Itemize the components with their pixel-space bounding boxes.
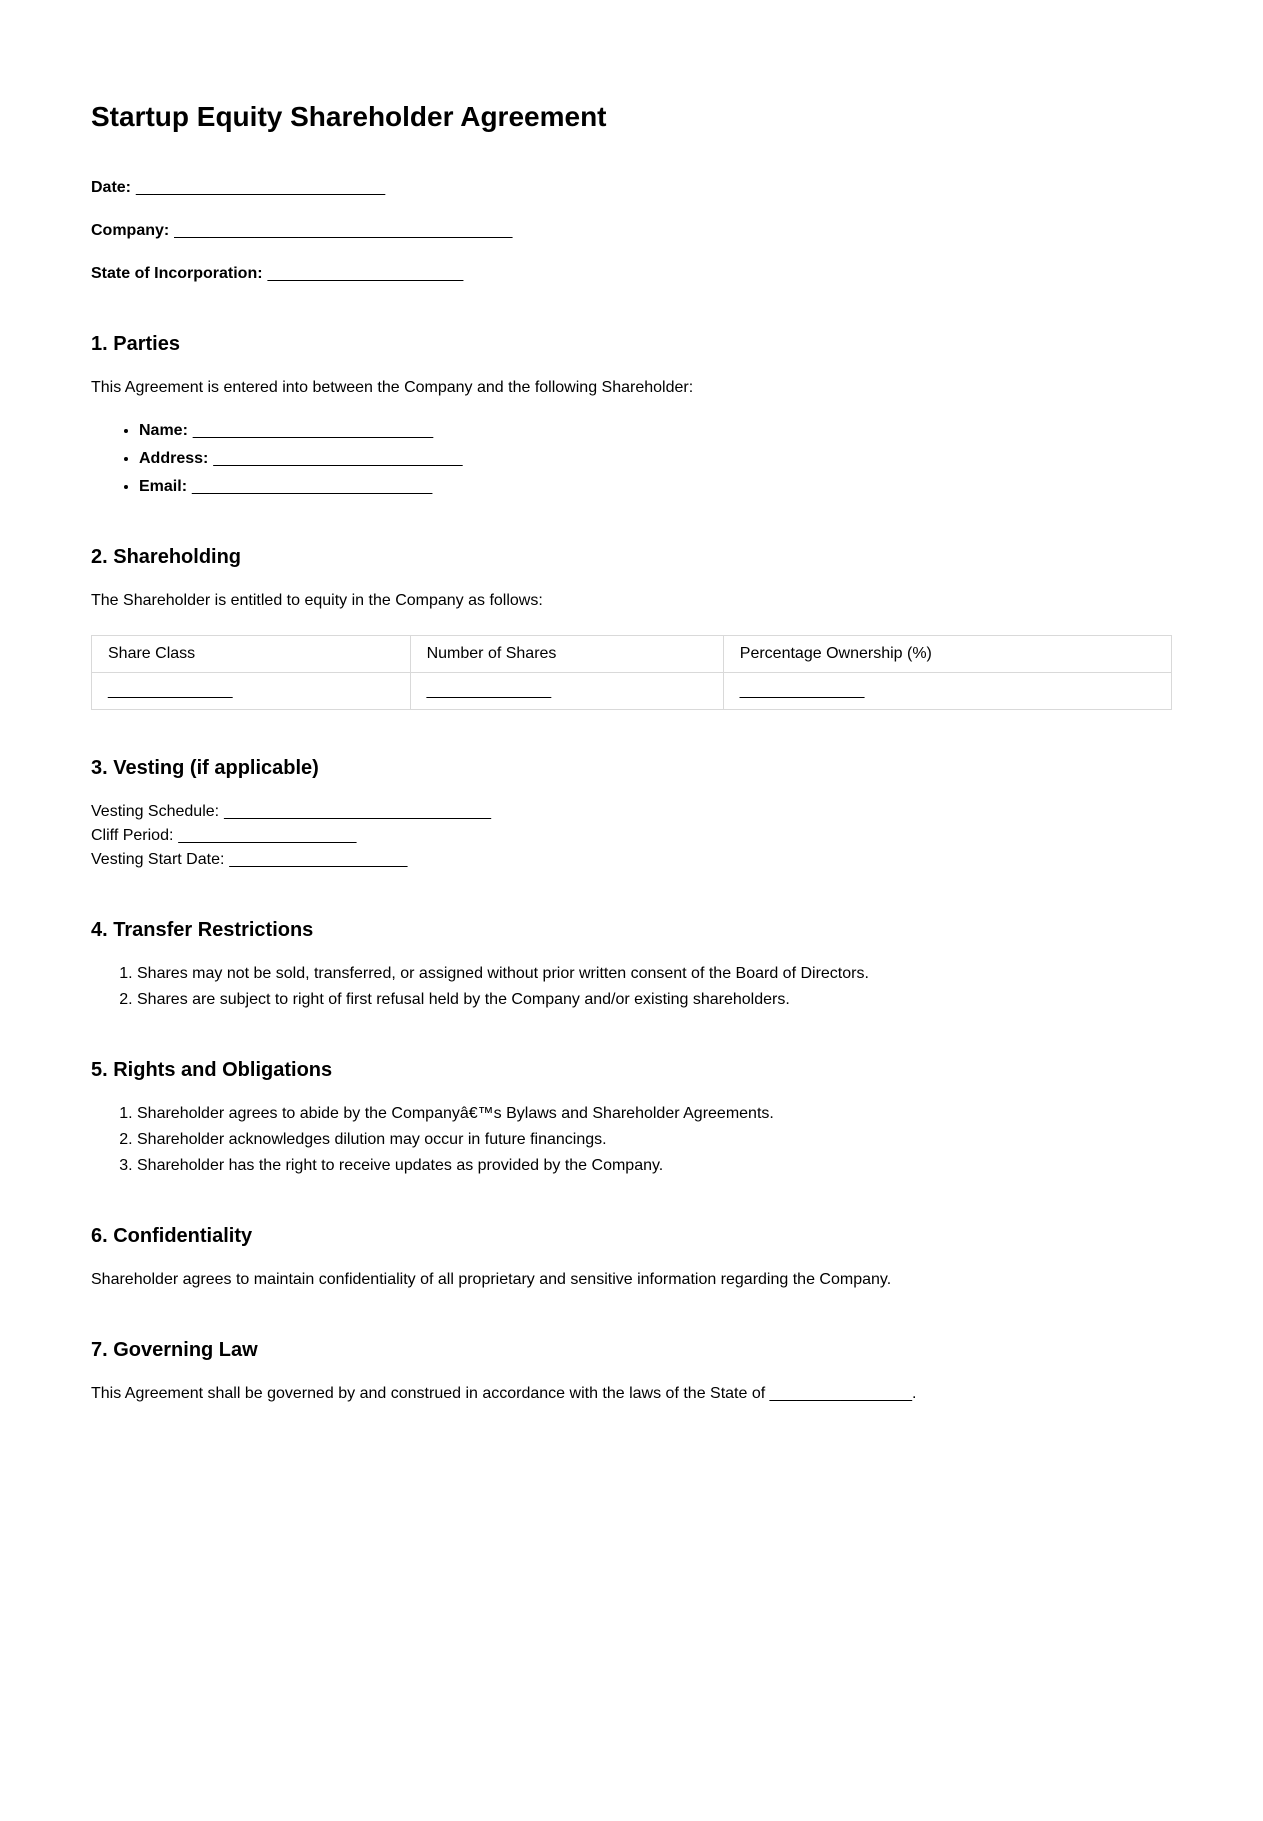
party-address-label: Address: — [139, 449, 209, 467]
confidentiality-body: Shareholder agrees to maintain confidentiality of all proprietary and sensitive information regarding the Company. — [91, 1270, 892, 1288]
field-vesting-start-date — [91, 848, 1172, 872]
field-company-label: Company: — [91, 221, 170, 239]
cliff-period-label: Cliff Period: — [91, 826, 174, 844]
section-governing-law-title: 7. Governing Law — [91, 1338, 258, 1361]
rights-obligation-item: 1. Shareholder agrees to abide by the Companyâ€™s Bylaws and Shareholder Agreements. — [137, 1102, 1172, 1126]
party-email-blank: ___________________________ — [192, 477, 433, 495]
party-email-label: Email: — [139, 477, 188, 495]
field-state-of-incorporation — [91, 262, 1172, 286]
section-parties-title: 1. Parties — [91, 332, 180, 355]
transfer-restriction-item: 2. Shares are subject to right of first refusal held by the Company and/or existing shareholders. — [137, 988, 1172, 1012]
page-title: Startup Equity Shareholder Agreement — [91, 101, 607, 132]
table-row — [92, 672, 1172, 709]
governing-law-period: . — [912, 1384, 917, 1402]
section-shareholding-title: 2. Shareholding — [91, 545, 242, 568]
table-cell-percentage-blank: ______________ — [723, 672, 1171, 709]
party-name-label: Name: — [139, 421, 188, 439]
rights-obligation-item: 2. Shareholder acknowledges dilution may occur in future financings. — [137, 1128, 1172, 1152]
table-cell-share-class-blank: ______________ — [92, 672, 411, 709]
party-field-email — [139, 475, 1172, 499]
field-state-blank: ______________________ — [267, 264, 464, 282]
shareholding-table — [91, 635, 1172, 710]
cliff-period-blank: ____________________ — [178, 826, 357, 844]
field-date — [91, 176, 1172, 200]
table-header-share-class: Share Class — [92, 635, 411, 672]
table-header-number-of-shares: Number of Shares — [410, 635, 723, 672]
vesting-fields — [91, 800, 1172, 872]
rights-obligation-item: 3. Shareholder has the right to receive updates as provided by the Company. — [137, 1154, 1172, 1178]
section-vesting-title: 3. Vesting (if applicable) — [91, 756, 319, 779]
vesting-start-date-label: Vesting Start Date: — [91, 850, 225, 868]
field-vesting-schedule — [91, 800, 1172, 824]
party-field-address — [139, 447, 1172, 471]
vesting-schedule-blank: ______________________________ — [224, 802, 492, 820]
governing-law-blank: ________________ — [769, 1384, 912, 1402]
vesting-schedule-label: Vesting Schedule: — [91, 802, 220, 820]
field-date-label: Date: — [91, 178, 132, 196]
governing-law-text: This Agreement shall be governed by and construed in accordance with the laws of the State of — [91, 1384, 770, 1402]
table-header-row — [92, 635, 1172, 672]
party-fields-list — [91, 419, 1172, 499]
party-name-blank: ___________________________ — [192, 421, 434, 439]
field-company — [91, 219, 1172, 243]
vesting-start-date-blank: ____________________ — [229, 850, 408, 868]
section-parties-intro: This Agreement is entered into between the Company and the following Shareholder: — [91, 378, 694, 396]
section-transfer-restrictions-title: 4. Transfer Restrictions — [91, 918, 314, 941]
field-state-label: State of Incorporation: — [91, 264, 263, 282]
transfer-restrictions-list — [91, 962, 1172, 1012]
rights-obligations-list — [91, 1102, 1172, 1178]
section-confidentiality-title: 6. Confidentiality — [91, 1224, 253, 1247]
field-company-blank: ______________________________________ — [174, 221, 513, 239]
party-field-name — [139, 419, 1172, 443]
field-date-blank: ____________________________ — [136, 178, 386, 196]
table-cell-number-of-shares-blank: ______________ — [410, 672, 723, 709]
table-header-percentage-ownership: Percentage Ownership (%) — [723, 635, 1171, 672]
section-rights-obligations-title: 5. Rights and Obligations — [91, 1058, 333, 1081]
governing-law-body — [91, 1382, 1172, 1406]
party-address-blank: ____________________________ — [213, 449, 463, 467]
transfer-restriction-item: 1. Shares may not be sold, transferred, or assigned without prior written consent of the Board of Directors. — [137, 962, 1172, 986]
field-cliff-period — [91, 824, 1172, 848]
section-shareholding-intro: The Shareholder is entitled to equity in the Company as follows: — [91, 591, 543, 609]
